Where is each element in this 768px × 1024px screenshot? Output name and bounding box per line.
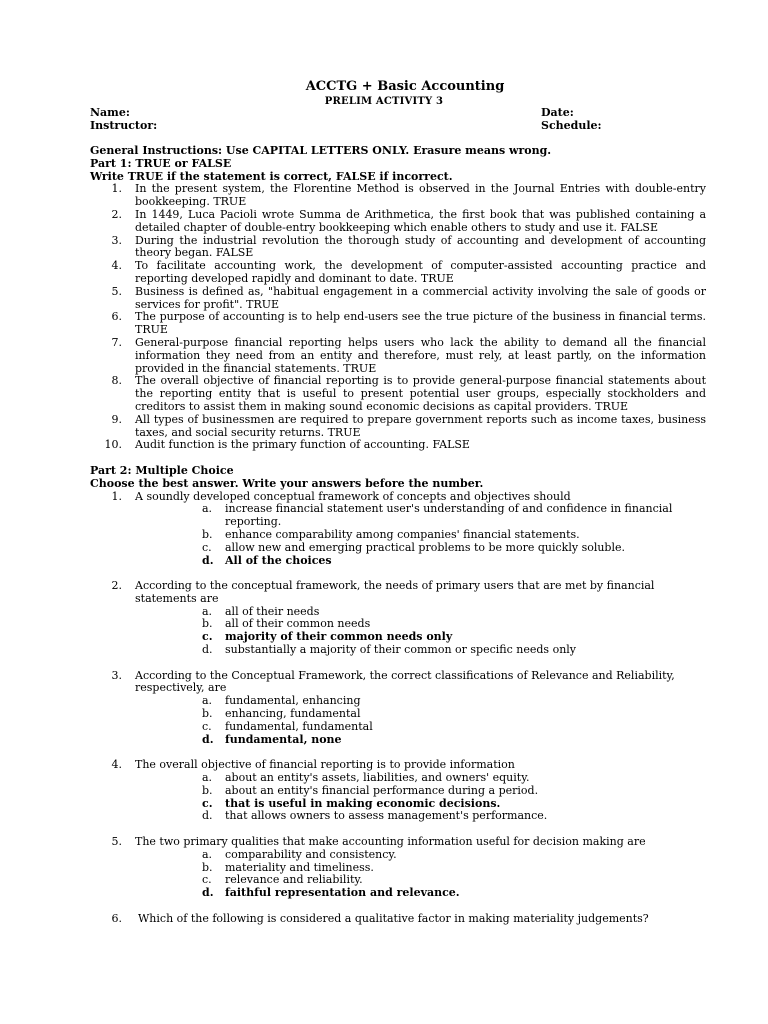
question-text: The overall objective of financial reporting is to provide information [135, 758, 515, 772]
tf-item [90, 260, 706, 286]
option-letter: d. [202, 553, 214, 567]
question-number: 4. [111, 758, 122, 772]
option-text: increase financial statement user's understanding of and confidence in financial reporting. [225, 502, 673, 529]
option-letter: a. [202, 502, 213, 516]
option-text: that allows owners to assess management's performance. [225, 809, 548, 823]
document-body [90, 145, 706, 926]
item-number: 1. [111, 182, 122, 196]
answer-option [135, 542, 706, 555]
item-text: In the present system, the Florentine Method is observed in the Journal Entries with double-entry bookkeeping. TRUE [135, 182, 706, 209]
answer-option [135, 708, 706, 721]
option-text: that is useful in making economic decisions. [225, 796, 501, 810]
option-letter: d. [202, 643, 213, 657]
answer-option [135, 503, 706, 529]
tf-item [90, 311, 706, 337]
question-text: The two primary qualities that make accounting information useful for decision making are [135, 835, 646, 849]
tf-item [90, 286, 706, 312]
option-text: materiality and timeliness. [225, 860, 374, 874]
answer-option [135, 721, 706, 734]
tf-item [90, 375, 706, 413]
question-number: 1. [111, 489, 122, 503]
option-text: fundamental, fundamental [225, 719, 373, 733]
question-number: 3. [111, 668, 122, 682]
item-text: Business is defined as, "habitual engagement in a commercial activity involving the sale of goods or services for profit". TRUE [135, 284, 706, 311]
option-text: faithful representation and relevance. [225, 886, 460, 900]
option-letter: b. [202, 860, 213, 874]
option-letter: d. [202, 732, 214, 746]
option-letter: d. [202, 886, 214, 900]
multiple-choice-list [90, 491, 706, 926]
item-text: To facilitate accounting work, the development of computer-assisted accounting practice and reporting developed rapidly and dominant to date. TRUE [135, 259, 706, 285]
question-number: 2. [111, 579, 122, 593]
item-number: 6. [111, 310, 122, 324]
option-letter: c. [202, 719, 212, 733]
item-number: 9. [111, 412, 122, 426]
option-letter: b. [202, 527, 213, 541]
option-text: comparability and consistency. [225, 847, 397, 861]
question-text: Which of the following is considered a qualitative factor in making materiality judgements? [138, 911, 649, 925]
item-number: 3. [111, 233, 122, 247]
answer-option [135, 887, 706, 900]
option-text: majority of their common needs only [225, 630, 453, 644]
document-subtitle: PRELIM ACTIVITY 3 [324, 96, 444, 107]
question-text: According to the conceptual framework, the needs of primary users that are met by financial statements are [135, 579, 655, 605]
mc-question [90, 670, 706, 747]
option-letter: d. [202, 809, 213, 823]
item-text: During the industrial revolution the thorough study of accounting and development of accounting theory began. FALSE [135, 233, 706, 260]
mc-question [90, 580, 706, 657]
option-letter: a. [202, 604, 213, 618]
item-text: Audit function is the primary function of accounting. FALSE [135, 438, 470, 452]
general-instructions: General Instructions: Use CAPITAL LETTERS ONLY. Erasure means wrong. [90, 144, 552, 157]
item-text: In 1449, Luca Pacioli wrote Summa de Arithmetica, the first book that was published containing a detailed chapter of double-entry bookkeeping which enable others to study and use it. FALSE [135, 207, 706, 234]
answer-option [135, 810, 706, 823]
question-text: According to the Conceptual Framework, the correct classifications of Relevance and Reliability, respectively, are [135, 668, 675, 695]
option-letter: a. [202, 771, 213, 785]
option-letter: c. [202, 630, 213, 644]
tf-item [90, 414, 706, 440]
option-text: all of their needs [225, 604, 320, 618]
true-false-list [90, 183, 706, 452]
option-letter: b. [202, 617, 213, 631]
item-number: 10. [104, 438, 122, 452]
option-text: enhancing, fundamental [225, 707, 361, 721]
question-number: 6. [111, 911, 122, 925]
answer-option [135, 695, 706, 708]
option-letter: a. [202, 694, 213, 708]
date-label: Date: [541, 106, 574, 119]
item-text: General-purpose financial reporting helps users who lack the ability to demand all the financial information they need from an entity and therefore, must rely, at least partly, on the information provided in the financial statements. TRUE [135, 335, 706, 375]
mc-question [90, 491, 706, 568]
answer-option [135, 734, 706, 747]
option-text: about an entity's financial performance during a period. [225, 783, 539, 797]
answer-option [135, 862, 706, 875]
option-letter: b. [202, 783, 213, 797]
item-number: 8. [111, 374, 122, 388]
answer-options [135, 772, 706, 823]
option-letter: c. [202, 873, 212, 887]
item-text: All types of businessmen are required to prepare government reports such as income taxes, business taxes, and social security returns. TRUE [135, 412, 706, 439]
option-text: substantially a majority of their common or specific needs only [225, 643, 577, 657]
tf-item [90, 235, 706, 261]
tf-item [90, 337, 706, 375]
option-letter: c. [202, 796, 213, 810]
mc-question [90, 913, 706, 926]
name-label: Name: [90, 106, 130, 119]
option-letter: b. [202, 707, 213, 721]
question-text: A soundly developed conceptual framework of concepts and objectives should [135, 489, 571, 503]
answer-option [135, 849, 706, 862]
tf-item [90, 183, 706, 209]
option-letter: c. [202, 540, 212, 554]
part2-instruction: Choose the best answer. Write your answers before the number. [90, 476, 484, 490]
answer-option [135, 555, 706, 568]
answer-options [135, 695, 706, 746]
tf-item [90, 439, 706, 452]
answer-options [135, 503, 706, 567]
mc-question [90, 836, 706, 900]
option-text: fundamental, enhancing [225, 694, 361, 708]
mc-question [90, 759, 706, 823]
item-number: 4. [111, 259, 122, 273]
question-number: 5. [111, 835, 122, 849]
option-text: all of their common needs [225, 617, 371, 631]
item-number: 2. [111, 207, 122, 221]
document-title: ACCTG + Basic Accounting [305, 79, 505, 94]
item-text: The overall objective of financial reporting is to provide general-purpose financial statements about the reporting entity that is useful to present potential user groups, especially stockholders and creditors to assist them in making sound economic decisions as capital providers. TRUE [135, 374, 706, 413]
answer-options [135, 606, 706, 657]
option-text: relevance and reliability. [225, 873, 363, 887]
tf-item [90, 209, 706, 235]
option-text: about an entity's assets, liabilities, and owners' equity. [225, 771, 530, 785]
part2-heading: Part 2: Multiple Choice [90, 463, 234, 477]
answer-option [135, 644, 706, 657]
item-number: 7. [111, 335, 122, 349]
schedule-label: Schedule: [541, 119, 602, 132]
item-text: The purpose of accounting is to help end-users see the true picture of the business in financial terms. TRUE [135, 310, 706, 337]
option-letter: a. [202, 847, 213, 861]
answer-options [135, 849, 706, 900]
part1-heading: Part 1: TRUE or FALSE [90, 156, 232, 170]
option-text: enhance comparability among companies' financial statements. [225, 527, 580, 541]
item-number: 5. [111, 284, 122, 298]
instructor-label: Instructor: [90, 119, 158, 132]
part1-instruction: Write TRUE if the statement is correct, FALSE if incorrect. [90, 169, 453, 183]
option-text: All of the choices [225, 553, 332, 567]
option-text: allow new and emerging practical problems to be more quickly soluble. [225, 540, 626, 554]
answer-option [135, 606, 706, 619]
option-text: fundamental, none [225, 732, 342, 746]
